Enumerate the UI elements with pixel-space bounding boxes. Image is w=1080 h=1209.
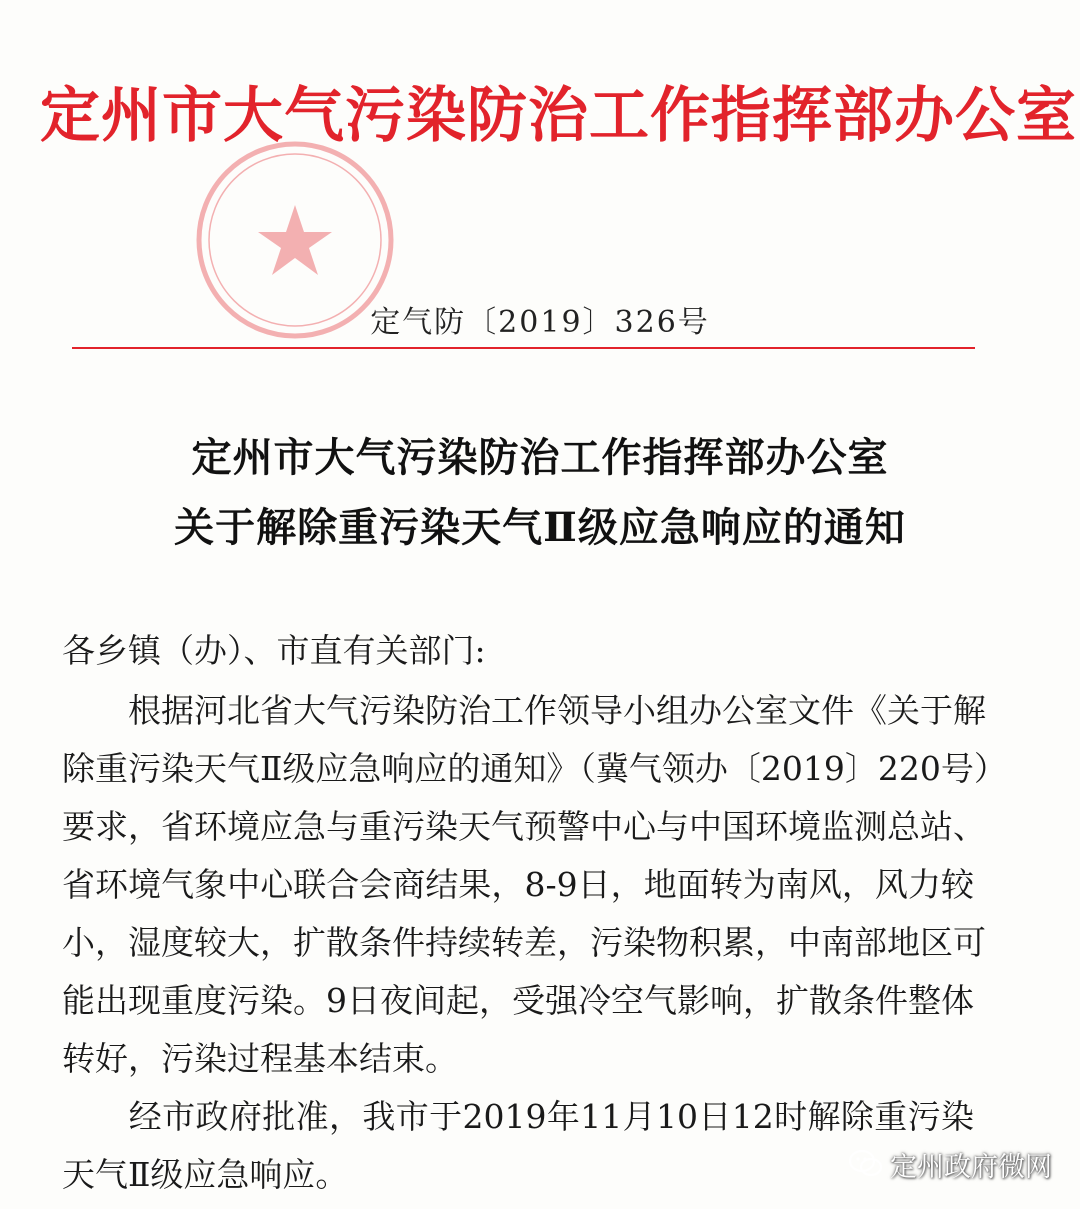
paragraph-1-line: 除重污染天气Ⅱ级应急响应的通知》（冀气领办〔2019〕220号）	[62, 749, 1007, 788]
paragraph-2-line: 经市政府批准，我市于2019年11月10日12时解除重污染	[62, 1097, 974, 1136]
salutation: 各乡镇（办）、市直有关部门:	[62, 631, 486, 670]
document-title-line-2: 关于解除重污染天气Ⅱ级应急响应的通知	[174, 504, 906, 551]
wechat-icon	[848, 1149, 884, 1179]
document-title-line-1: 定州市大气污染防治工作指挥部办公室	[191, 434, 889, 481]
paragraph-1-line: 要求，省环境应急与重污染天气预警中心与中国环境监测总站、	[62, 807, 986, 846]
paragraph-1-line: 省环境气象中心联合会商结果，8-9日，地面转为南风，风力较	[62, 865, 974, 904]
issuer-header: 定州市大气污染防治工作指挥部办公室	[40, 81, 1077, 151]
paragraph-1-line: 能出现重度污染。9日夜间起，受强冷空气影响，扩散条件整体	[62, 981, 974, 1020]
watermark-text: 定州政府微网	[890, 1151, 1052, 1183]
red-divider	[72, 347, 975, 349]
paragraph-2-line: 天气Ⅱ级应急响应。	[62, 1155, 349, 1194]
paragraph-1-line: 根据河北省大气污染防治工作领导小组办公室文件《关于解	[62, 691, 986, 730]
document-number: 定气防〔2019〕326号	[370, 305, 710, 340]
paragraph-1-line: 小，湿度较大，扩散条件持续转差，污染物积累，中南部地区可	[62, 923, 986, 962]
paragraph-1-line: 转好，污染过程基本结束。	[62, 1039, 458, 1078]
account-watermark	[848, 1144, 1052, 1184]
